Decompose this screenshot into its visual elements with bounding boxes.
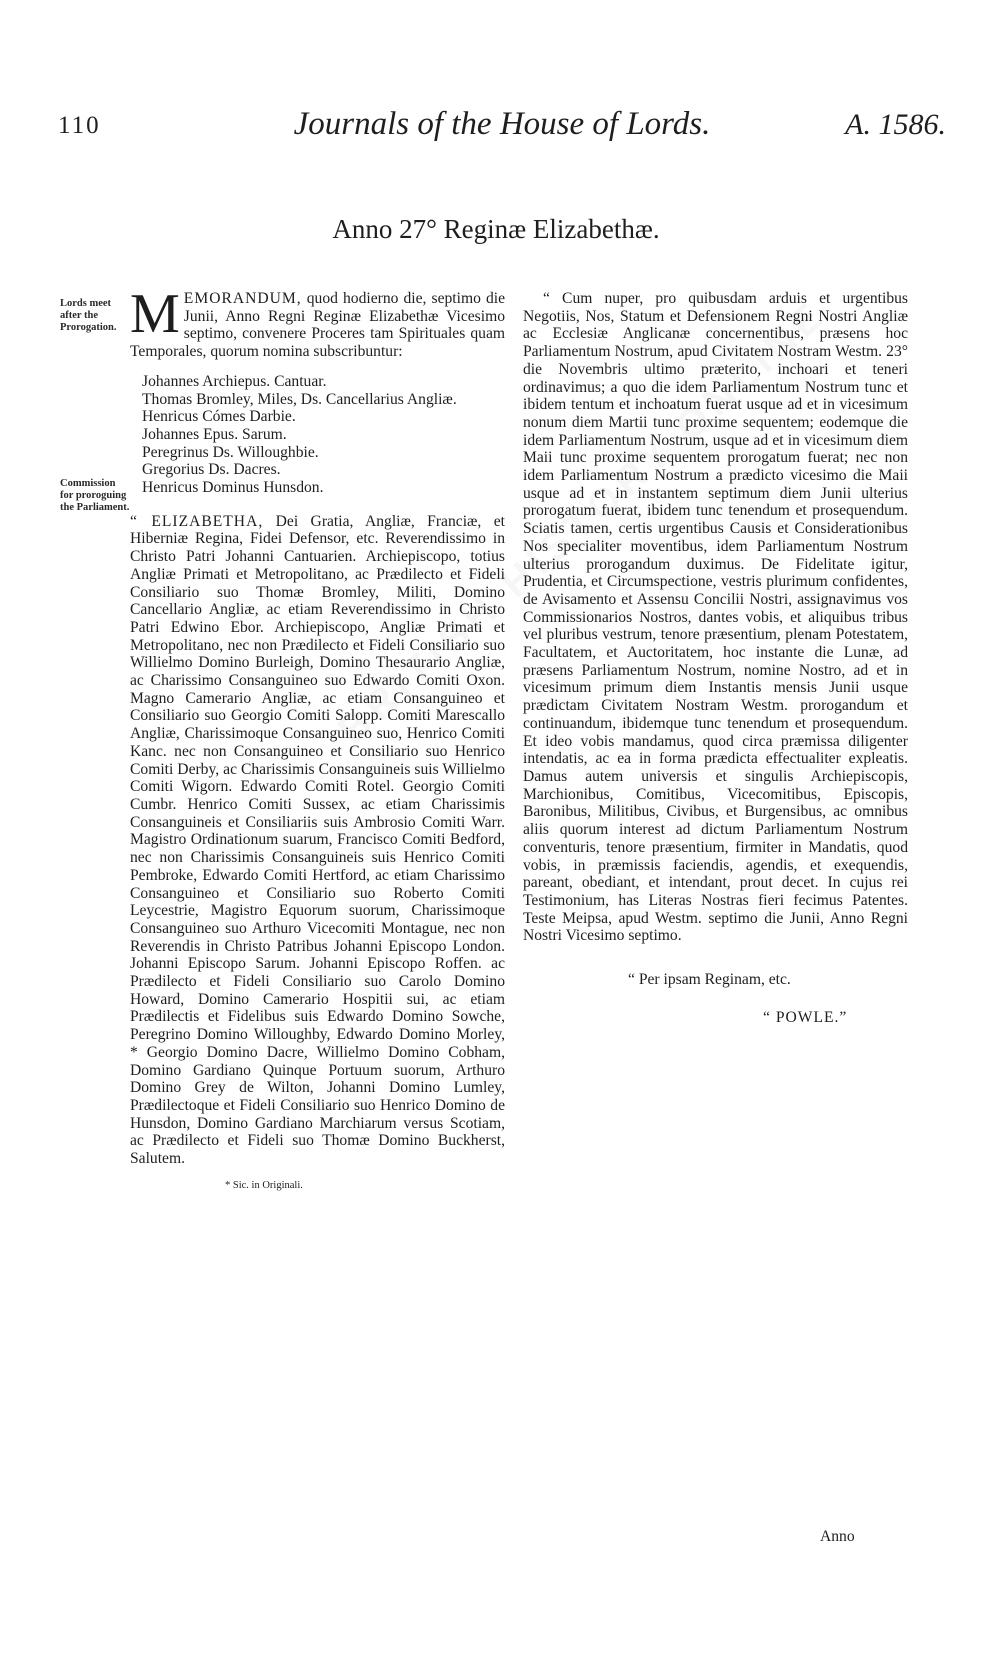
footnote: * Sic. in Originali. [225, 1179, 303, 1191]
right-column [523, 290, 908, 1027]
drop-cap: M [130, 283, 180, 345]
attendee-name: Gregorius Ds. Dacres. [142, 461, 281, 479]
per-ipsam-line: “ Per ipsam Reginam, etc. [628, 971, 791, 989]
margin-note-lords-meet: Lords meet after the Prorogation. [60, 298, 117, 333]
attendee-name: Peregrinus Ds. Willoughbie. [142, 443, 319, 461]
commission-body: “ Cum nuper, pro quibusdam arduis et urgentibus Negotiis, Nos, Statum et Defensionem Regni Nostri Angliæ ac Ecclesiæ Anglicanæ concernentibus, præsens hoc Parliamentum Nostrum, apud Civitatem Nostram Westm. 23° die Novembris ultimo præterito, inchoari et teneri ordinavimus; a quo die idem Parliamentum Nostrum tunc et ibidem tentum et inchoatum fuerat usque ad et in vicesimum nonum diem Martii tunc proxime sequentem; eodemque die idem Parliamentum Nostrum, usque ad et in vicesimum diem Maii tunc proxime sequentem prorogatum fuerat; nec non idem Parliamentum Nostrum a prædicto vicesimo die Maii usque ad et in instantem septimum diem Junii ulterius prorogatum fuerat, ibidem tunc tenendum et prosequendum. Sciatis tamen, certis urgentibus Causis et Considerationibus Nos specialiter moventibus, idem Parliamentum Nostrum ulterius prorogandum duximus. De Fidelitate igitur, Prudentia, et Circumspectione, vestris plurimum confidentes, de Avisamento et Assensu Concilii Nostri, assignavimus vos Commissionarios Nostros, dantes vobis, et aliquibus tribus vel pluribus vestrum, tenore præsentium, plenam Potestatem, Facultatem, et Auctoritatem, hoc instante die Lunæ, ad præsens Parliamentum Nostrum, nomine Nostro, ad et in vicesimum primum diem Instantis mensis Junii usque prædictam Civitatem Nostram Westm. prorogandum et continuandum, ibidemque tunc tenendum et prosequendum. Et ideo vobis mandamus, quod circa præmissa diligenter intendatis, ac ea in forma prædicta effectualiter expleatis. Damus autem universis et singulis Archiepiscopis, Marchionibus, Comitibus, Vicecomitibus, Episcopis, Baronibus, Militibus, Civibus, et Burgensibus, ac omnibus aliis quorum interest ad dictum Parliamentum Nostrum conventuris, tenore præsentium, firmiter in Mandatis, quod vobis, in præmissis faciendis, agendis, et exequendis, pareant, obediant, et intendant, prout decet. In cujus rei Testimonium, has Literas Nostras fieri fecimus Patentes. Teste Meipsa, apud Westm. septimo die Junii, Anno Regni Nostri Vicesimo septimo. [523, 290, 908, 945]
attendee-name: Henricus Dominus Hunsdon. [142, 479, 324, 497]
memorandum-text: quod hodierno die, septimo die Junii, Anno Regni Reginæ Elizabethæ Vicesimo septimo, convenere Proceres tam Spirituales quam Temporales, quorum nomina subscribuntur: [130, 290, 506, 361]
commission-lead: “ ELIZABETHA, [130, 512, 264, 530]
commission-salutation [130, 513, 505, 1168]
left-column [130, 283, 506, 1191]
attendee-name: Henricus Cómes Darbie. [142, 408, 296, 426]
year-heading: A. 1586. [845, 108, 946, 141]
section-heading: Anno 27° Reginæ Elizabethæ. [332, 214, 660, 244]
running-head [58, 106, 946, 152]
catchword: Anno [820, 1528, 855, 1545]
commission-text: Dei Gratia, Angliæ, Franciæ, et Hiberniæ Regina, Fidei Defensor, etc. Reverendissimo in Christo Patri Johanni Cantuarien. Archiepiscopo, totius Angliæ Primati et Metropolitano, ac Prædilecto et Fideli Consiliario suo Thomæ Bromley, Militi, Domino Cancellario Angliæ, ac etiam Reverendissimo in Christo Patri Edwino Ebor. Archiepiscopo, Angliæ Primati et Metropolitano, nec non Prædilecto et Fideli Consiliario suo Willielmo Domino Burleigh, Domino Thesaurario Angliæ, ac Charissimo Consanguineo suo Edwardo Comiti Oxon. Magno Camerario Angliæ, ac etiam Consanguineo et Consiliario suo Georgio Comiti Salopp. Comiti Marescallo Angliæ, Charissimoque Consanguineo suo, Henrico Comiti Kanc. nec non Consanguineo et Consiliario suo Henrico Comiti Derby, ac Charissimis Consanguineis suis Willielmo Comiti Wigorn. Edwardo Comiti Rotel. Georgio Comiti Cumbr. Henrico Comiti Sussex, ac etiam Charissimis Consanguineis et Consiliariis suis Ambrosio Comiti Warr. Magistro Ordinationum suarum, Francisco Comiti Bedford, nec non Charissimis Consanguineis suis Henrico Comiti Pembroke, Edwardo Comiti Hertford, ac etiam Charissimo Consanguineo et Consiliario suo Roberto Comiti Leycestrie, Magistro Equorum suorum, Charissimoque Consanguineo suo Arthuro Vicecomiti Montague, nec non Reverendis in Christo Patribus Johanni Episcopo London. Johanni Episcopo Sarum. Johanni Episcopo Roffen. ac Prædilecto et Fideli Consiliario suo Carolo Domino Howard, Domino Camerario Hospitii sui, ac etiam Prædilectis et Fidelibus suis Edwardo Domino Sowche, Peregrino Domino Willoughby, Edwardo Domino Morley, * Georgio Domino Dacre, Willielmo Domino Cobham, Domino Gardiano Quinque Portuum suorum, Arthuro Domino Grey de Wilton, Johanni Domino Lumley, Prædilectoque et Fideli Consiliario suo Henrico Domino de Hunsdon, Domino Gardiano Marchiarum versus Scotiam, ac Prædilecto et Fideli suo Thomæ Domino Buckherst, Salutem. [130, 512, 505, 1168]
journal-title: Journals of the House of Lords. [293, 106, 711, 142]
page-number: 110 [58, 112, 101, 139]
attendance-list [142, 373, 505, 497]
attendee-name: Thomas Bromley, Miles, Ds. Cancellarius Angliæ. [142, 390, 457, 408]
signature: “ POWLE.” [763, 1009, 848, 1027]
attendee-name: Johannes Archiepus. Cantuar. [142, 372, 327, 390]
memorandum-lead: EMORANDUM, [183, 290, 302, 307]
margin-note-commission: Commission for proroguing the Parliament. [60, 478, 130, 513]
memorandum-paragraph [130, 283, 506, 361]
attendee-name: Johannes Epus. Sarum. [142, 425, 287, 443]
